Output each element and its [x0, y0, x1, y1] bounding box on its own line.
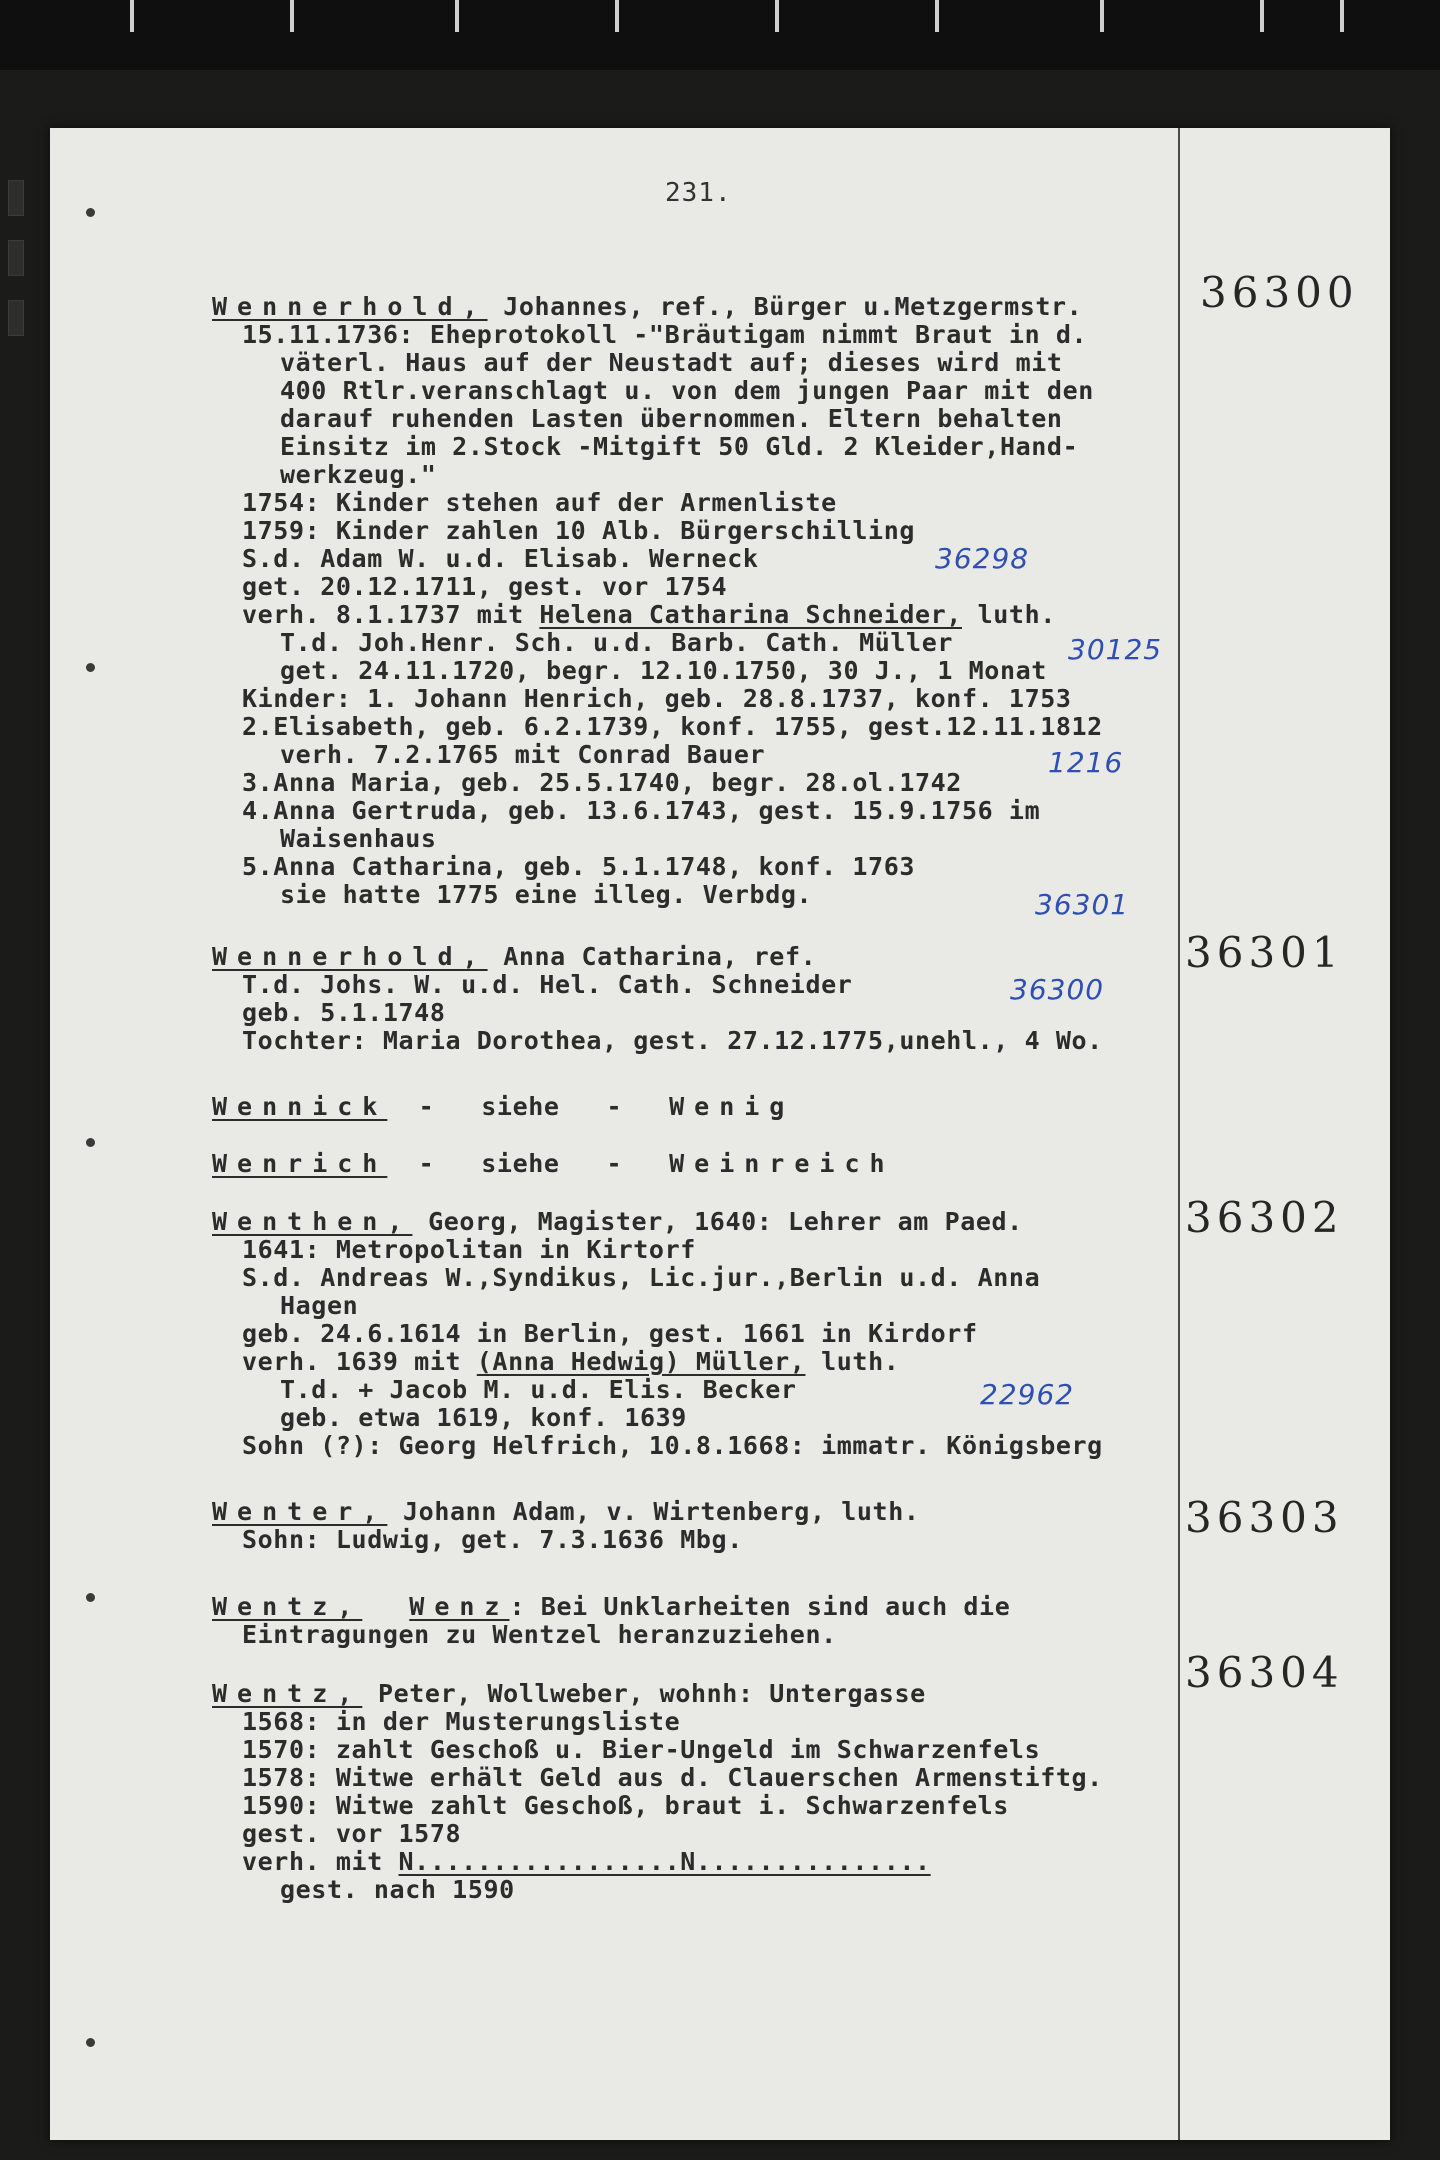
handwritten-ref: 36301: [1035, 888, 1130, 921]
entry-line: Tochter: Maria Dorothea, gest. 27.12.1775,unehl., 4 Wo.: [242, 1026, 1103, 1055]
entry-line: T.d. Joh.Henr. Sch. u.d. Barb. Cath. Müller: [280, 628, 954, 657]
entry-line: 1590: Witwe zahlt Geschoß, braut i. Schwarzenfels: [242, 1791, 1009, 1820]
archive-number: 36301: [1185, 928, 1344, 977]
entry-line: Einsitz im 2.Stock -Mitgift 50 Gld. 2 Kleider,Hand-: [280, 432, 1079, 461]
film-sprocket: [8, 240, 24, 276]
punch-hole: [86, 208, 95, 217]
entry-line: Sohn: Ludwig, get. 7.3.1636 Mbg.: [242, 1525, 743, 1554]
entry-line: 5.Anna Catharina, geb. 5.1.1748, konf. 1763: [242, 852, 916, 881]
handwritten-ref: 1216: [1048, 746, 1124, 779]
entry-text: - siehe -: [387, 1149, 670, 1178]
entry-text: luth.: [805, 1347, 900, 1376]
film-top-strip: [0, 0, 1440, 70]
film-tick: [130, 0, 134, 32]
punch-hole: [86, 1593, 95, 1602]
entry-4-crossref: [212, 1150, 895, 1178]
spouse-name: N.................N...............: [398, 1847, 931, 1876]
film-tick: [615, 0, 619, 32]
entry-line: 1759: Kinder zahlen 10 Alb. Bürgerschilling: [242, 516, 916, 545]
entry-line: 1754: Kinder stehen auf der Armenliste: [242, 488, 837, 517]
entry-line: geb. 24.6.1614 in Berlin, gest. 1661 in Kirdorf: [242, 1319, 978, 1348]
entry-line: 1641: Metropolitan in Kirtorf: [242, 1235, 696, 1264]
entry-text: verh. 1639 mit: [242, 1347, 477, 1376]
entry-heading: Wennerhold,: [212, 292, 488, 321]
entry-line: 3.Anna Maria, geb. 25.5.1740, begr. 28.ol.1742: [242, 768, 962, 797]
entry-line: 400 Rtlr.veranschlagt u. von dem jungen Paar mit den: [280, 376, 1094, 405]
entry-2-header: [212, 943, 816, 971]
entry-text: Anna Catharina, ref.: [487, 942, 817, 971]
entry-1-header: [212, 293, 1082, 321]
film-tick: [455, 0, 459, 32]
margin-rule: [1178, 128, 1180, 2140]
entry-line: verh. 7.2.1765 mit Conrad Bauer: [280, 740, 766, 769]
entry-heading: Wentz,: [212, 1592, 363, 1621]
archive-number: 36303: [1185, 1493, 1344, 1542]
handwritten-ref: 36298: [935, 542, 1030, 575]
entry-text: Johannes, ref., Bürger u.Metzgermstr.: [487, 292, 1083, 321]
archive-number: 36300: [1200, 268, 1359, 317]
entry-text: Johann Adam, v. Wirtenberg, luth.: [387, 1497, 920, 1526]
entry-line: get. 20.12.1711, gest. vor 1754: [242, 572, 728, 601]
entry-line: sie hatte 1775 eine illeg. Verbdg.: [280, 880, 813, 909]
entry-3-crossref: [212, 1093, 794, 1121]
film-tick: [775, 0, 779, 32]
punch-hole: [86, 2038, 95, 2047]
entry-line: S.d. Andreas W.,Syndikus, Lic.jur.,Berlin u.d. Anna: [242, 1263, 1041, 1292]
entry-line: T.d. Johs. W. u.d. Hel. Cath. Schneider: [242, 970, 853, 999]
film-tick: [290, 0, 294, 32]
entry-heading: Wenthen,: [212, 1207, 413, 1236]
entry-heading: Wennerhold,: [212, 942, 488, 971]
entry-line-marriage: [242, 1848, 931, 1876]
film-tick: [1260, 0, 1264, 32]
spouse-name: (Anna Hedwig) Müller,: [476, 1347, 806, 1376]
entry-6-header: [212, 1498, 920, 1526]
crossref-target: Wenig: [669, 1092, 795, 1121]
entry-heading-alt: Wenz: [409, 1592, 510, 1621]
entry-heading: Wentz,: [212, 1679, 363, 1708]
entry-text: verh. 8.1.1737 mit: [242, 600, 540, 629]
entry-line: T.d. + Jacob M. u.d. Elis. Becker: [280, 1375, 797, 1404]
entry-text: luth.: [961, 600, 1056, 629]
entry-7-header: [212, 1593, 1010, 1621]
entry-heading: Wenrich: [212, 1149, 388, 1178]
film-tick: [935, 0, 939, 32]
entry-heading: Wenter,: [212, 1497, 388, 1526]
entry-line: darauf ruhenden Lasten übernommen. Eltern behalten: [280, 404, 1063, 433]
entry-line: Kinder: 1. Johann Henrich, geb. 28.8.1737, konf. 1753: [242, 684, 1072, 713]
entry-line: werkzeug.": [280, 460, 437, 489]
entry-text: Peter, Wollweber, wohnh: Untergasse: [362, 1679, 926, 1708]
film-tick: [1340, 0, 1344, 32]
entry-line-marriage: [242, 1348, 899, 1376]
entry-text: Georg, Magister, 1640: Lehrer am Paed.: [412, 1207, 1023, 1236]
entry-text: : Bei Unklarheiten sind auch die: [509, 1592, 1011, 1621]
entry-line: gest. nach 1590: [280, 1875, 515, 1904]
film-sprocket: [8, 300, 24, 336]
spouse-name: Helena Catharina Schneider,: [539, 600, 962, 629]
crossref-target: Weinreich: [669, 1149, 895, 1178]
entry-line: 4.Anna Gertruda, geb. 13.6.1743, gest. 15.9.1756 im: [242, 796, 1041, 825]
handwritten-ref: 30125: [1068, 633, 1163, 666]
entry-line: Hagen: [280, 1291, 359, 1320]
entry-8-header: [212, 1680, 926, 1708]
entry-text: - siehe -: [387, 1092, 670, 1121]
entry-line: 1578: Witwe erhält Geld aus d. Clauerschen Armenstiftg.: [242, 1763, 1103, 1792]
entry-5-header: [212, 1208, 1023, 1236]
entry-line: Waisenhaus: [280, 824, 437, 853]
index-card-sheet: [50, 128, 1390, 2140]
handwritten-ref: 36300: [1010, 973, 1105, 1006]
archive-number: 36304: [1185, 1648, 1344, 1697]
punch-hole: [86, 663, 95, 672]
entry-line: 2.Elisabeth, geb. 6.2.1739, konf. 1755, gest.12.11.1812: [242, 712, 1103, 741]
entry-line: gest. vor 1578: [242, 1819, 462, 1848]
entry-line: Eintragungen zu Wentzel heranzuziehen.: [242, 1620, 837, 1649]
punch-hole: [86, 1138, 95, 1147]
entry-line: 15.11.1736: Eheprotokoll -"Bräutigam nimmt Braut in d.: [242, 320, 1088, 349]
entry-line: Sohn (?): Georg Helfrich, 10.8.1668: immatr. Königsberg: [242, 1431, 1103, 1460]
archive-number: 36302: [1185, 1193, 1344, 1242]
entry-line: S.d. Adam W. u.d. Elisab. Werneck: [242, 544, 759, 573]
film-tick: [1100, 0, 1104, 32]
page-number: 231.: [665, 178, 732, 208]
entry-line: geb. 5.1.1748: [242, 998, 446, 1027]
handwritten-ref: 22962: [980, 1378, 1075, 1411]
entry-line: 1570: zahlt Geschoß u. Bier-Ungeld im Schwarzenfels: [242, 1735, 1041, 1764]
entry-line: 1568: in der Musterungsliste: [242, 1707, 681, 1736]
entry-line: geb. etwa 1619, konf. 1639: [280, 1403, 687, 1432]
entry-line-marriage: [242, 601, 1056, 629]
entry-line: get. 24.11.1720, begr. 12.10.1750, 30 J., 1 Monat: [280, 656, 1047, 685]
entry-text: verh. mit: [242, 1847, 399, 1876]
entry-heading: Wennick: [212, 1092, 388, 1121]
film-sprocket: [8, 180, 24, 216]
entry-line: väterl. Haus auf der Neustadt auf; dieses wird mit: [280, 348, 1063, 377]
